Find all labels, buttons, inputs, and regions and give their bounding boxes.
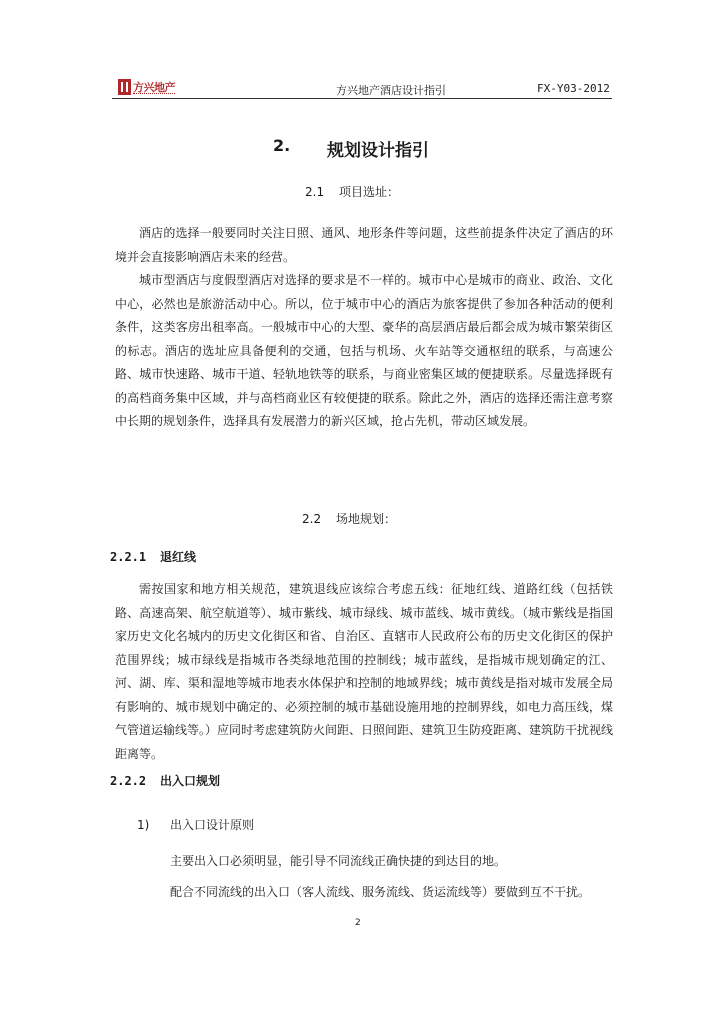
company-logo <box>118 79 178 99</box>
header-doc-code: FX-Y03-2012 <box>537 82 610 95</box>
page-number: 2 <box>355 918 361 928</box>
chapter-title: 规划设计指引 <box>327 141 429 161</box>
subsection-number: 2.2.2 <box>110 774 147 788</box>
section-2-1-heading <box>305 183 399 200</box>
subsection-2-2-1-heading <box>110 548 196 565</box>
header-divider <box>112 98 612 99</box>
section-number: 2.2 <box>302 512 322 526</box>
list-item-title: 出入口设计原则 <box>170 818 255 832</box>
paragraph-main-entrance: 主要出入口必须明显，能引导不同流线正确快捷的到达目的地。 <box>170 854 507 868</box>
subsection-2-2-2-heading <box>110 772 220 789</box>
subsection-number: 2.2.1 <box>110 550 147 564</box>
header-title: 方兴地产酒店设计指引 <box>336 84 446 97</box>
paragraph-city-vs-resort: 城市型酒店与度假型酒店对选择的要求是不一样的。城市中心是城市的商业、政治、文化中心，必然也是旅游活动中心。所以，位于城市中心的酒店为旅客提供了参加各种活动的便利条件，这类客房出租率高。一般城市中心的大型、豪华的高层酒店最后都会成为城市繁荣街区的标志。酒店的选址应具备便利的交通，包括与机场、火车站等交通枢纽的联系，与高速公路、城市快速路、城市干道、轻轨地铁等的联系，与商业密集区域的便捷联系。尽量选择既有的高档商务集中区域，并与高档商业区有较便捷的联系。除此之外，酒店的选择还需注意考察中长期的规划条件，选择具有发展潜力的新兴区域，抢占先机，带动区域发展。 <box>115 273 613 428</box>
subsection-title: 出入口规划 <box>160 774 221 788</box>
paragraph-site-conditions: 酒店的选择一般要同时关注日照、通风、地形条件等问题，这些前提条件决定了酒店的环境并会直接影响酒店未来的经营。 <box>115 226 613 264</box>
section-title: 场地规划： <box>336 512 397 526</box>
section-title: 项目选址： <box>339 185 400 199</box>
list-item-entrance-principles <box>137 816 254 833</box>
logo-subline <box>133 93 175 96</box>
logo-text: 方兴地产 <box>133 81 175 94</box>
paragraph-flow-entrances: 配合不同流线的出入口（客人流线、服务流线、货运流线等）要做到互不干扰。 <box>170 885 591 899</box>
subsection-title: 退红线 <box>160 550 197 564</box>
section-number: 2.1 <box>305 185 325 199</box>
section-2-2-heading <box>302 510 396 527</box>
list-item-number: 1) <box>137 818 150 832</box>
paragraph-setback-lines: 需按国家和地方相关规范，建筑退线应该综合考虑五线：征地红线、道路红线（包括铁路、高速高架、航空航道等）、城市紫线、城市绿线、城市蓝线、城市黄线。（城市紫线是指国家历史文化名城内的历史文化街区和省、自治区、直辖市人民政府公布的历史文化街区的保护范围界线；城市绿线是指城市各类绿地范围的控制线；城市蓝线，是指城市规划确定的江、河、湖、库、渠和湿地等城市地表水体保护和控制的地域界线；城市黄线是指对城市发展全局有影响的、城市规划中确定的、必须控制的城市基础设施用地的控制界线，如电力高压线，煤气管道运输线等。）应同时考虑建筑防火间距、日照间距、建筑卫生防疫距离、建筑防干扰视线距离等。 <box>115 582 614 761</box>
logo-mark-icon <box>118 79 131 95</box>
chapter-number: 2. <box>273 136 291 155</box>
